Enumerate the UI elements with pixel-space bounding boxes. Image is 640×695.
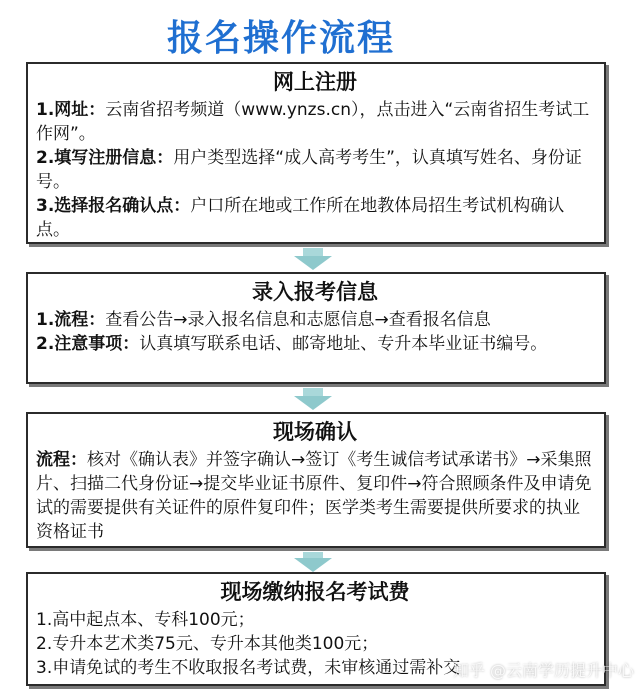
step-line-text: 2.专升本艺术类75元、专升本其他类100元； — [36, 634, 379, 654]
page-title: 报名操作流程 — [166, 18, 395, 59]
step-heading: 网上注册 — [273, 70, 357, 94]
step-line-label: 3.选择报名确认点： — [36, 196, 191, 216]
step-line — [36, 146, 594, 194]
step-line-text: 核对《确认表》并签字确认→签订《考生诚信考试承诺书》→采集照片、扫描二代身份证→提交毕业证书原件、复印件→符合照顾条件及申请免试的需要提供有关证件的原件复印件；医学类考生需要提供所要求的执业资格证书 — [36, 450, 592, 542]
step-line — [36, 98, 594, 146]
step-line-label: 1.流程： — [36, 310, 106, 330]
flow-arrow-down-icon — [294, 558, 332, 572]
step-line — [36, 448, 594, 544]
step-line-label: 流程： — [36, 450, 87, 470]
step-line — [36, 332, 594, 356]
step-heading: 现场缴纳报名考试费 — [220, 580, 410, 604]
step-line — [36, 632, 594, 656]
step-line-text: 3.申请免试的考生不收取报名考试费，未审核通过需补交 — [36, 658, 461, 678]
step-line-text: 认真填写联系电话、邮寄地址、专升本毕业证书编号。 — [139, 334, 548, 354]
step-line-text: 云南省招考频道（www.ynzs.cn），点击进入“云南省招生考试工作网”。 — [36, 100, 590, 144]
step-line — [36, 308, 594, 332]
step-box-enter-info — [26, 272, 606, 384]
flow-arrow-down-icon — [294, 396, 332, 410]
step-box-online-registration — [26, 62, 606, 244]
step-line-text: 1.高中起点本、专科100元； — [36, 610, 255, 630]
step-line-label: 2.注意事项： — [36, 334, 140, 354]
step-line-text: 查看公告→录入报名信息和志愿信息→查看报名信息 — [105, 310, 491, 330]
step-heading: 现场确认 — [273, 420, 357, 444]
step-line — [36, 194, 594, 242]
step-line-label: 2.填写注册信息： — [36, 148, 174, 168]
step-box-onsite-confirmation — [26, 412, 606, 548]
step-line-text: 户口所在地或工作所在地教体局招生考试机构确认点。 — [36, 196, 565, 240]
flow-arrow-down-icon — [294, 256, 332, 270]
step-line — [36, 608, 594, 632]
watermark: 知乎 @云南学历提升中心 — [452, 661, 634, 680]
step-heading: 录入报考信息 — [252, 280, 378, 304]
step-line-text: 用户类型选择“成人高考考生”，认真填写姓名、身份证号。 — [36, 148, 582, 192]
step-line-label: 1.网址： — [36, 100, 106, 120]
